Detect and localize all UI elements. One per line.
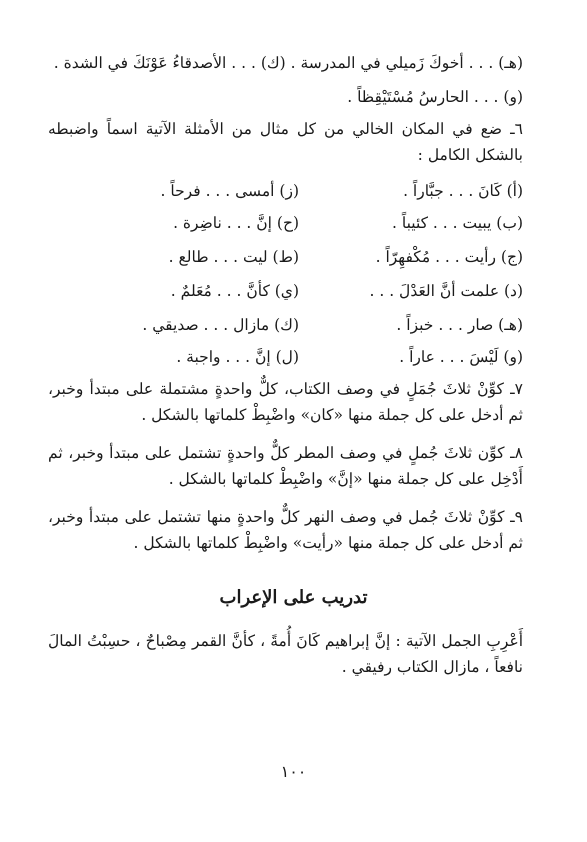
exercise6-item-lam: (ل) إنَّ . . . واجبة . — [176, 348, 299, 366]
exercise6-item-he: (هـ) صار . . . خبزاً . — [396, 316, 523, 334]
exercise6-item-waw: (و) لَيْسَ . . . عاراً . — [399, 348, 523, 366]
exercise6-item-ba: (ب) يبيت . . . كئيباً . — [392, 214, 523, 232]
exercise6-item-zay: (ز) أمسى . . . فرحاً . — [160, 182, 299, 200]
exercise6-item-ya: (ي) كأنَّ . . . مُعَلمٌ . — [170, 282, 299, 300]
training-text: أَعْرِبِ الجمل الآتية : إنَّ إبراهيم كَانَ أُمةً ، كأنَّ القمر مِصْباحٌ ، حسِبْتُ المالَ نافعاً ، مازال الكتاب رفيقي . — [48, 632, 523, 676]
exercise8: ٨ـ كوِّن ثلاثَ جُملٍ في وصف المطر كلٌّ واحدةٍ تشتمل على مبتدأ وخبر، ثم أَدْخِل على كل جملة منها «إنَّ» واضْبِطْ كلماتها بالشكل . — [48, 444, 523, 488]
exercise6-item-ha: (ح) إنَّ . . . ناضِرة . — [173, 214, 299, 232]
page-number: ١٠٠ — [280, 762, 307, 781]
training-heading: تدريب على الإعراب — [219, 587, 368, 608]
exercise6-instruction: ٦ـ ضع في المكان الخالي من كل مثال من الأمثلة الآتية اسماً واضبطه بالشكل الكامل : — [48, 120, 523, 164]
exercise5-line-waw: (و) . . . الحارسُ مُسْتَيْقِظاً . — [347, 88, 523, 106]
exercise9: ٩ـ كوِّنْ ثلاثَ جُمل في وصف النهر كلٌّ واحدةٍ منها تشتمل على مبتدأ وخبر، ثم أدخل على كل جملة منها «رأيت» واضْبِطْ كلماتها بالشكل . — [48, 508, 523, 552]
exercise6-item-alif: (أ) كَانَ . . . جبَّاراً . — [403, 182, 523, 200]
exercise5-line-he-kaf: (هـ) . . . أخوكَ زَميلي في المدرسة . (ك) . . . الأصدقاءُ عَوْنَكَ في الشدة . — [53, 54, 523, 72]
exercise6-item-kaf: (ك) مازال . . . صديقي . — [142, 316, 299, 334]
exercise6-item-dal: (د) علمت أنَّ العَدْلَ . . . — [369, 282, 523, 300]
exercise6-item-jim: (ج) رأيت . . . مُكْفهِرّاً . — [375, 248, 523, 266]
exercise7: ٧ـ كوِّنْ ثلاثَ جُمَلٍ في وصف الكتاب، كلٌّ واحدةٍ مشتملة على مبتدأ وخبر، ثم أدخل على كل جملة منها «كان» واضْبِطْ كلماتها بالشكل . — [48, 380, 523, 424]
exercise6-item-ta: (ط) ليت . . . طالع . — [168, 248, 299, 266]
